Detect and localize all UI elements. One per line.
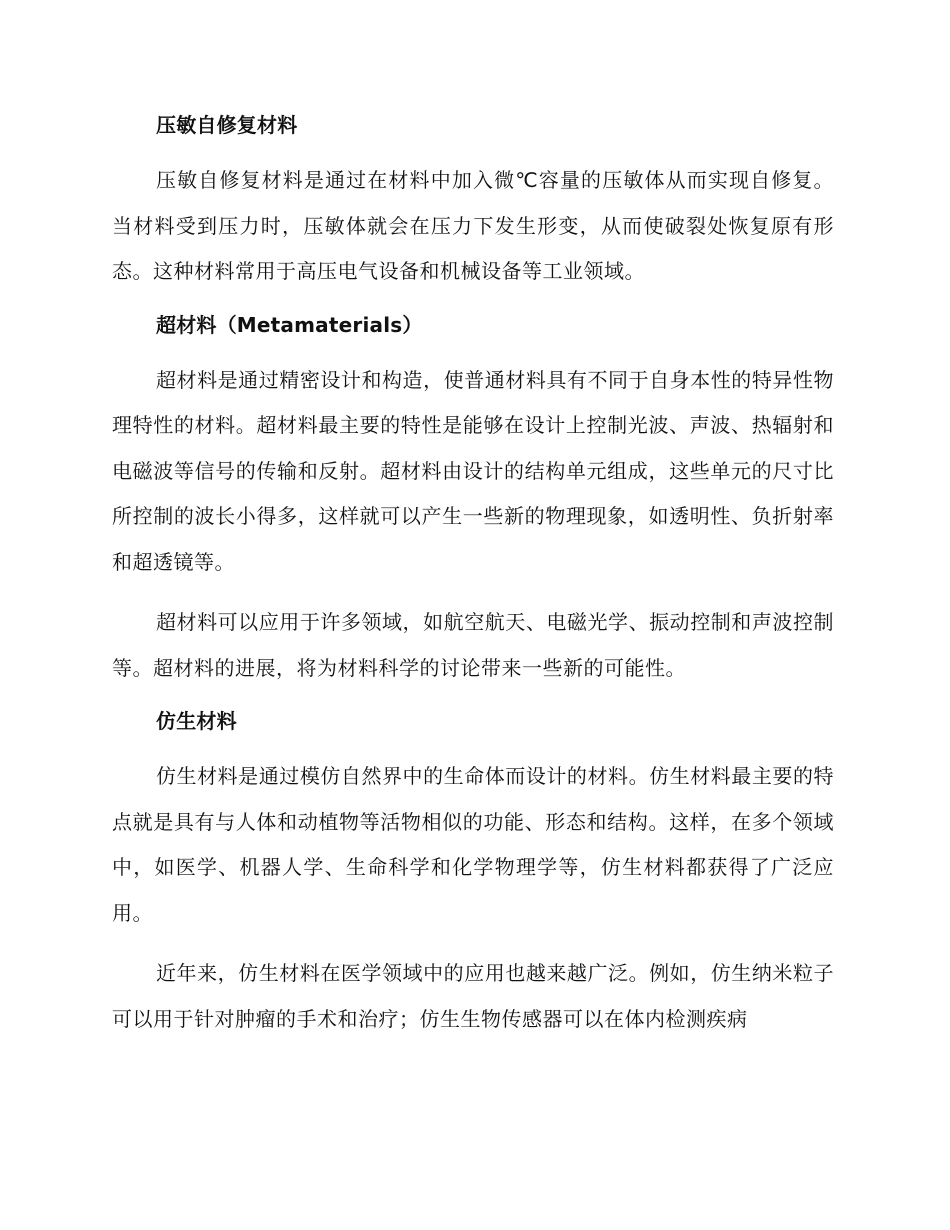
section-heading-pressure-sensitive: 压敏自修复材料 [156,113,298,137]
paragraph-metamaterials-applications: 超材料可以应用于许多领域，如航空航天、电磁光学、振动控制和声波控制等。超材料的进展，将为材料科学的讨论带来一些新的可能性。 [112,610,834,680]
paragraph-biomimetic-definition: 仿生材料是通过模仿自然界中的生命体而设计的材料。仿生材料最主要的特点就是具有与人体和动植物等活物相似的功能、形态和结构。这样，在多个领域中，如医学、机器人学、生命科学和化学物理学等，仿生材料都获得了广泛应用。 [112,764,834,925]
paragraph-pressure-sensitive-intro: 压敏自修复材料是通过在材料中加入微℃容量的压敏体从而实现自修复。当材料受到压力时，压敏体就会在压力下发生形变，从而使破裂处恢复原有形态。这种材料常用于高压电气设备和机械设备等工业领域。 [112,168,834,283]
section-heading-biomimetic: 仿生材料 [156,709,237,733]
section-heading-metamaterials: 超材料（Metamaterials） [156,312,423,337]
document-body [112,110,834,1057]
paragraph-metamaterials-definition: 超材料是通过精密设计和构造，使普通材料具有不同于自身本性的特异性物理特性的材料。超材料最主要的特性是能够在设计上控制光波、声波、热辐射和电磁波等信号的传输和反射。超材料由设计的结构单元组成，这些单元的尺寸比所控制的波长小得多，这样就可以产生一些新的物理现象，如透明性、负折射率和超透镜等。 [112,367,834,574]
paragraph-biomimetic-medical: 近年来，仿生材料在医学领域中的应用也越来越广泛。例如，仿生纳米粒子可以用于针对肿瘤的手术和治疗；仿生生物传感器可以在体内检测疾病 [112,961,834,1031]
